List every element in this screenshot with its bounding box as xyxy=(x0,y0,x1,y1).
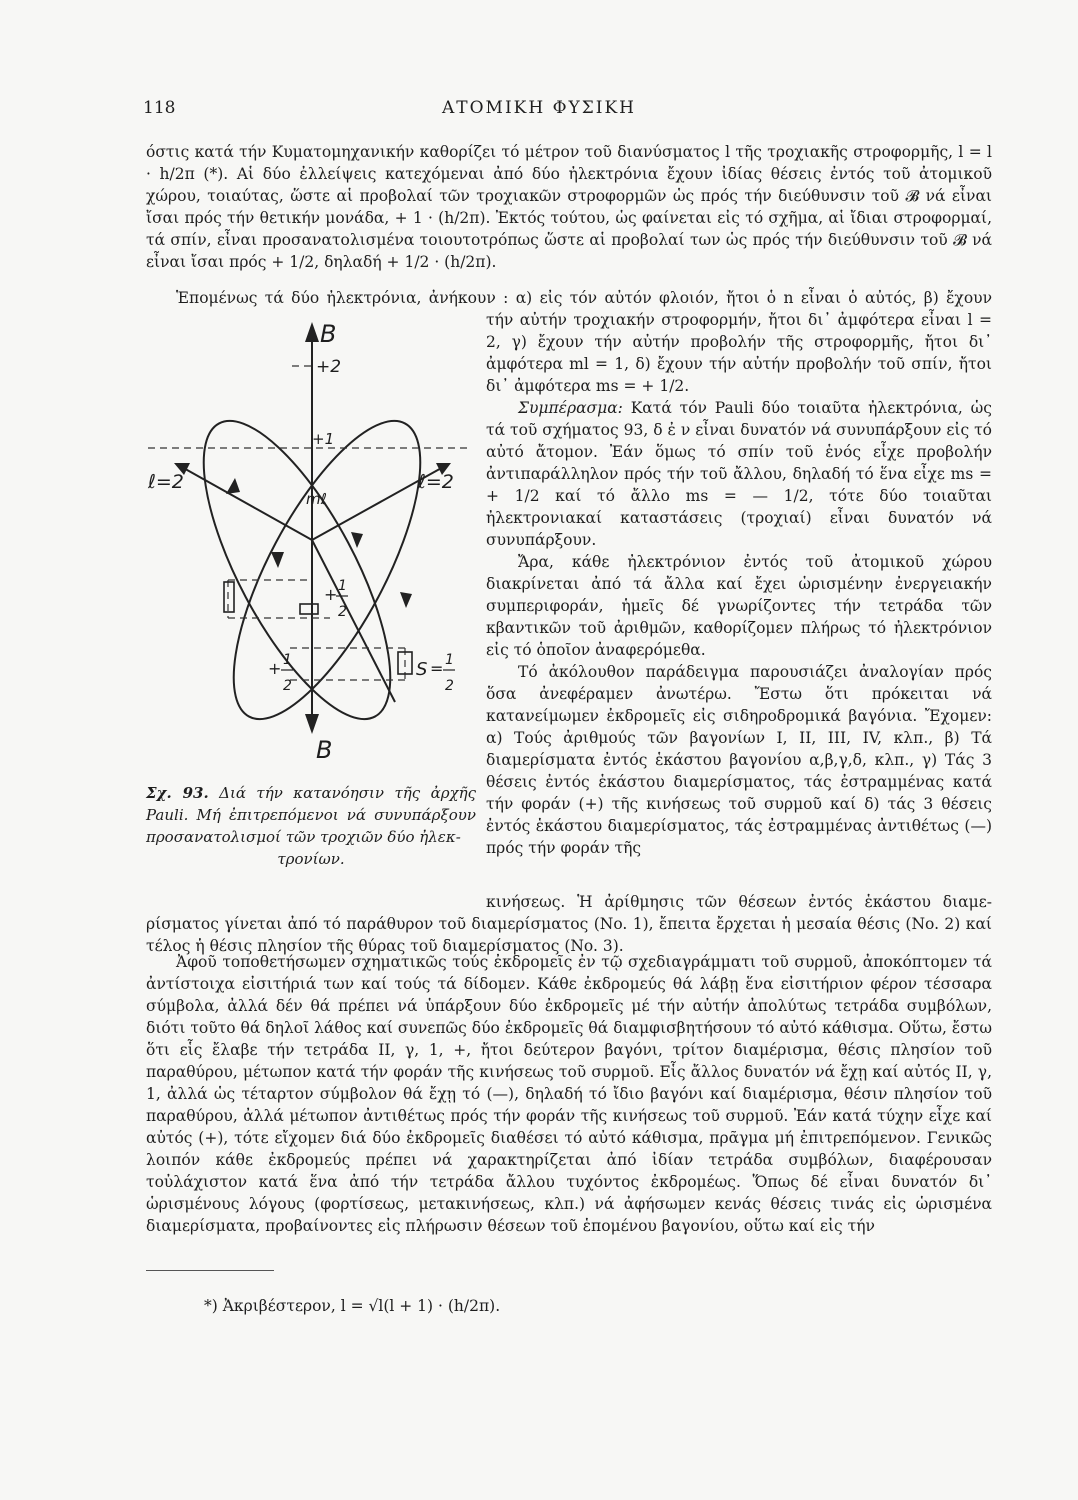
spin-rect-mid xyxy=(300,604,318,614)
label-half-mid-num: 1 xyxy=(338,578,347,594)
b-arrow-top xyxy=(305,322,319,342)
figure-caption-number: Σχ. 93. xyxy=(146,784,209,802)
conclusion-label: Συμπέρασμα: xyxy=(518,399,623,417)
label-half-left-plus: + xyxy=(268,659,282,678)
b-arrow-bottom xyxy=(305,714,319,734)
orbit-arrow-1 xyxy=(226,478,240,494)
l-vector-left xyxy=(180,466,312,540)
continuation-rest: ρίσματος γίνεται ἀπό τό παράθυρον τοῦ διαμερίσματος (No. 1), ἔπειτα ἔρχεται ἡ μεσαία θέσις (No. 2) καί τέλος ἡ θέσις πλησίον τῆς θύρας τοῦ διαμερίσματος (No. 3). xyxy=(146,915,992,955)
figure-caption-text: Διά τήν κατανόησιν τῆς ἀρχῆς Pauli. Μή ἐπιτρεπόμενοι νά συνυπάρξουν προσανατολισμοί τῶν τροχιῶν δύο ἠλεκ- xyxy=(146,784,476,846)
spin-rect-left xyxy=(224,582,234,612)
orbit-arrow-4 xyxy=(400,592,412,608)
label-plus-one: +1 xyxy=(312,430,335,448)
paragraph-example: Τό ἀκόλουθον παράδειγμα παρουσιάζει ἀναλογίαν πρός ὅσα ἀνεφέραμεν ἀνωτέρω. Ἔστω ὅτι πρόκειται νά κατανείμωμεν ἐκδρομεῖς εἰς σιδηροδρομικά βαγόνια. Ἔχομεν: α) Τούς ἀριθμούς τῶν βαγονίων I, II, III, IV, κλπ., β) Τά διαμερίσματα ἐντός ἑκάστου βαγονίου α,β,γ,δ, κλπ., γ) Τάς 3 θέσεις ἐντός ἑκάστου διαμερίσματος, τάς ἐστραμμένας κατά τήν φοράν (+) τῆς κινήσεως τοῦ συρμοῦ καί δ) τάς 3 θέσεις ἐντός ἑκάστου διαμερίσματος, τάς ἐστραμμένας ἀντιθέτως (—) πρός τήν φοράν τῆς xyxy=(486,663,992,857)
figure-93-diagram xyxy=(140,318,475,788)
label-ml: mℓ xyxy=(306,490,327,508)
continuation-first-line: κινήσεως. Ἡ ἀρίθμησις τῶν θέσεων ἐντός ἑκάστου διαμε- xyxy=(486,893,992,911)
label-s: S xyxy=(416,659,428,680)
label-s-num: 1 xyxy=(445,652,454,668)
footnote-rule xyxy=(146,1270,274,1271)
paragraph-example-continuation xyxy=(146,891,992,957)
label-plus-two: +2 xyxy=(316,357,342,377)
paragraph-ara: Ἄρα, κάθε ἠλεκτρόνιον ἐντός τοῦ ἀτομικοῦ χώρου διακρίνεται ἀπό τά ἄλλα καί ἔχει ὡρισμένην ἐνεργειακήν συμπεριφοράν, ἡμεῖς δέ γνωρίζοντες τήν τετράδα τῶν κβαντικῶν τοῦ ἀριθμῶν, καθορίζομεν πλήρως τό ἠλεκτρόνιον εἰς τό ὁποῖον ἀναφερόμεθα. xyxy=(486,553,992,659)
paragraph-2 xyxy=(146,287,992,309)
label-half-mid-den: 2 xyxy=(338,604,347,620)
figure-caption-last: τρονίων. xyxy=(277,850,345,868)
paragraph-2-right-column: τήν αὐτήν τροχιακήν στροφορμήν, ἤτοι δι᾽ ἀμφότερα εἶναι l = 2, γ) ἔχουν τήν αὐτήν προβολήν τῆς στροφορμῆς, ἤτοι δι᾽ ἀμφότερα ml = 1, δ) ἔχουν τήν αὐτήν προβολήν τοῦ σπίν, ἤτοι δι᾽ ἀμφότερα ms = + 1/2. xyxy=(486,311,992,395)
footnote: *) Ἀκριβέστερον, l = √l(l + 1) · (h/2π). xyxy=(204,1297,501,1315)
label-l-left: ℓ=2 xyxy=(148,471,184,493)
orbit-arrow-3 xyxy=(271,552,284,568)
figure-caption xyxy=(146,782,476,870)
label-half-mid-plus: + xyxy=(324,585,338,604)
paragraph-1: όστις κατά τήν Κυματομηχανικήν καθορίζει τό μέτρον τοῦ διανύσματος l τῆς τροχιακῆς στροφορμῆς, l = l · h/2π (*). Αἱ δύο ἐλλείψεις κατεχόμεναι ἀπό δύο ἠλεκτρόνια ἔχουν ἰδίας θέσεις ἐντός τοῦ ἀτομικοῦ χώρου, τοιαύτας, ὥστε αἱ προβολαί τῶν τροχιακῶν στροφορμῶν ὡς πρός τήν διεύθυνσιν τοῦ 𝓑 νά εἶναι ἴσαι πρός τήν θετικήν μονάδα, + 1 · (h/2π). Ἐκτός τούτου, ὡς φαίνεται εἰς τό σχῆμα, αἱ ἴδιαι στροφορμαί, τά σπίν, εἶναι προσανατολισμένα τοιουτοτρόπως ὥστε αἱ προβολαί των ὡς πρός τήν διεύθυνσιν τοῦ 𝓑 νά εἶναι ἴσαι πρός + 1/2, δηλαδή + 1/2 · (h/2π). xyxy=(146,143,992,271)
conclusion-paragraph xyxy=(486,397,992,551)
paragraph-3: Ἀφοῦ τοποθετήσωμεν σχηματικῶς τούς ἐκδρομεῖς ἐν τῷ σχεδιαγράμματι τοῦ συρμοῦ, ἀποκόπτομεν τά ἀντίστοιχα εἰσιτήριά των καί τούς τά δίδομεν. Κάθε ἐκδρομεύς θά λάβῃ ἕνα εἰσιτήριον φέρον τέσσαρα σύμβολα, ἀλλά δέν θά πρέπει νά ὑπάρξουν δύο ἐκδρομεῖς μέ τήν αὐτήν ἀπολύτως τετράδα συμβόλων, διότι τοῦτο θά δηλοῖ λάθος καί συνεπῶς δύο ἐκδρομεῖς θά διαμφισβητήσουν τό αὐτό κάθισμα. Οὕτω, ἔστω ὅτι εἷς ἔλαβε τήν τετράδα II, γ, 1, +, ἤτοι δεύτερον βαγόνι, τρίτον διαμέρισμα, θέσις πλησίον τοῦ παραθύρου, μέτωπον κατά τήν φοράν τῆς κινήσεως τοῦ συρμοῦ. Εἷς ἄλλος δυνατόν νά ἔχῃ καί αὐτός II, γ, 1, ἀλλά ὡς τέταρτον σύμβολον θά ἔχῃ τό (—), δηλαδή τό ἴδιο βαγόνι καί διαμέρισμα, θέσιν πλησίον τοῦ παραθύρου, ἀλλά μέτωπον ἀντιθέτως πρός τήν φοράν τῆς κινήσεως τοῦ συρμοῦ. Ἐάν κατά τύχην εἶχε καί αὐτός (+), τότε εἴχομεν διά δύο ἐκδρομεῖς διαθέσει τό αὐτό κάθισμα, πρᾶγμα μή ἐπιτρεπόμενον. Γενικῶς λοιπόν κάθε ἐκδρομεύς πρέπει νά χαρακτηρίζεται ἀπό ἰδίαν τετράδα συμβόλων, διαφέρουσαν τοὐλάχιστον κατά ἕνα ἀπό τήν τετράδα ἄλλου τυχόντος ἐκδρομέως. Ὅπως δέ εἶναι δυνατόν δι᾽ ὡρισμένους λόγους (φορτίσεως, μετακινήσεως, κλπ.) νά ἀφήσωμεν κενάς θέσεις τινάς εἰς ὡρισμένα διαμερίσματα, προβαίνοντες εἰς πλήρωσιν θέσεων τοῦ ἑπομένου βαγονίου, οὕτω καί εἰς τήν xyxy=(146,953,992,1235)
label-half-left-num: 1 xyxy=(283,652,292,668)
page-number: 118 xyxy=(143,98,176,118)
running-title: ΑΤΟΜΙΚΗ ΦΥΣΙΚΗ xyxy=(441,98,637,118)
label-l-right: ℓ=2 xyxy=(418,471,454,493)
right-column xyxy=(486,309,992,859)
conclusion-text: Κατά τόν Pauli δύο τοιαῦτα ἠλεκτρόνια, ὡς τά τοῦ σχήματος 93, δ ἐ ν εἶναι δυνατόν νά συνυπάρξουν εἰς τό αὐτό ἄτομον. Ἐάν ὅμως τό σπίν τοῦ ἑνός εἶχε προβολήν ἀντιπαράλληλον πρός τήν τοῦ ἄλλου, δηλαδή τό ἕνα εἶχε ms = + 1/2 καί τό ἄλλο ms = — 1/2, τότε δύο τοιαῦται ἠλεκτρονιακαί καταστάσεις (τροχιαί) εἶναι δυνατόν νά συνυπάρξουν. xyxy=(486,399,992,549)
orbit-arrow-2 xyxy=(351,532,363,548)
label-s-equals: = xyxy=(430,659,444,678)
paragraph-2-first-line: Ἑπομένως τά δύο ἠλεκτρόνια, ἀνήκουν : α) εἰς τόν αὐτόν φλοιόν, ἤτοι ὁ n εἶναι ὁ αὐτός, β) ἔχουν xyxy=(176,289,992,307)
label-half-left-den: 2 xyxy=(283,678,292,694)
label-b-bottom: B xyxy=(316,736,333,764)
label-b-top: B xyxy=(320,320,337,348)
label-s-den: 2 xyxy=(445,678,454,694)
